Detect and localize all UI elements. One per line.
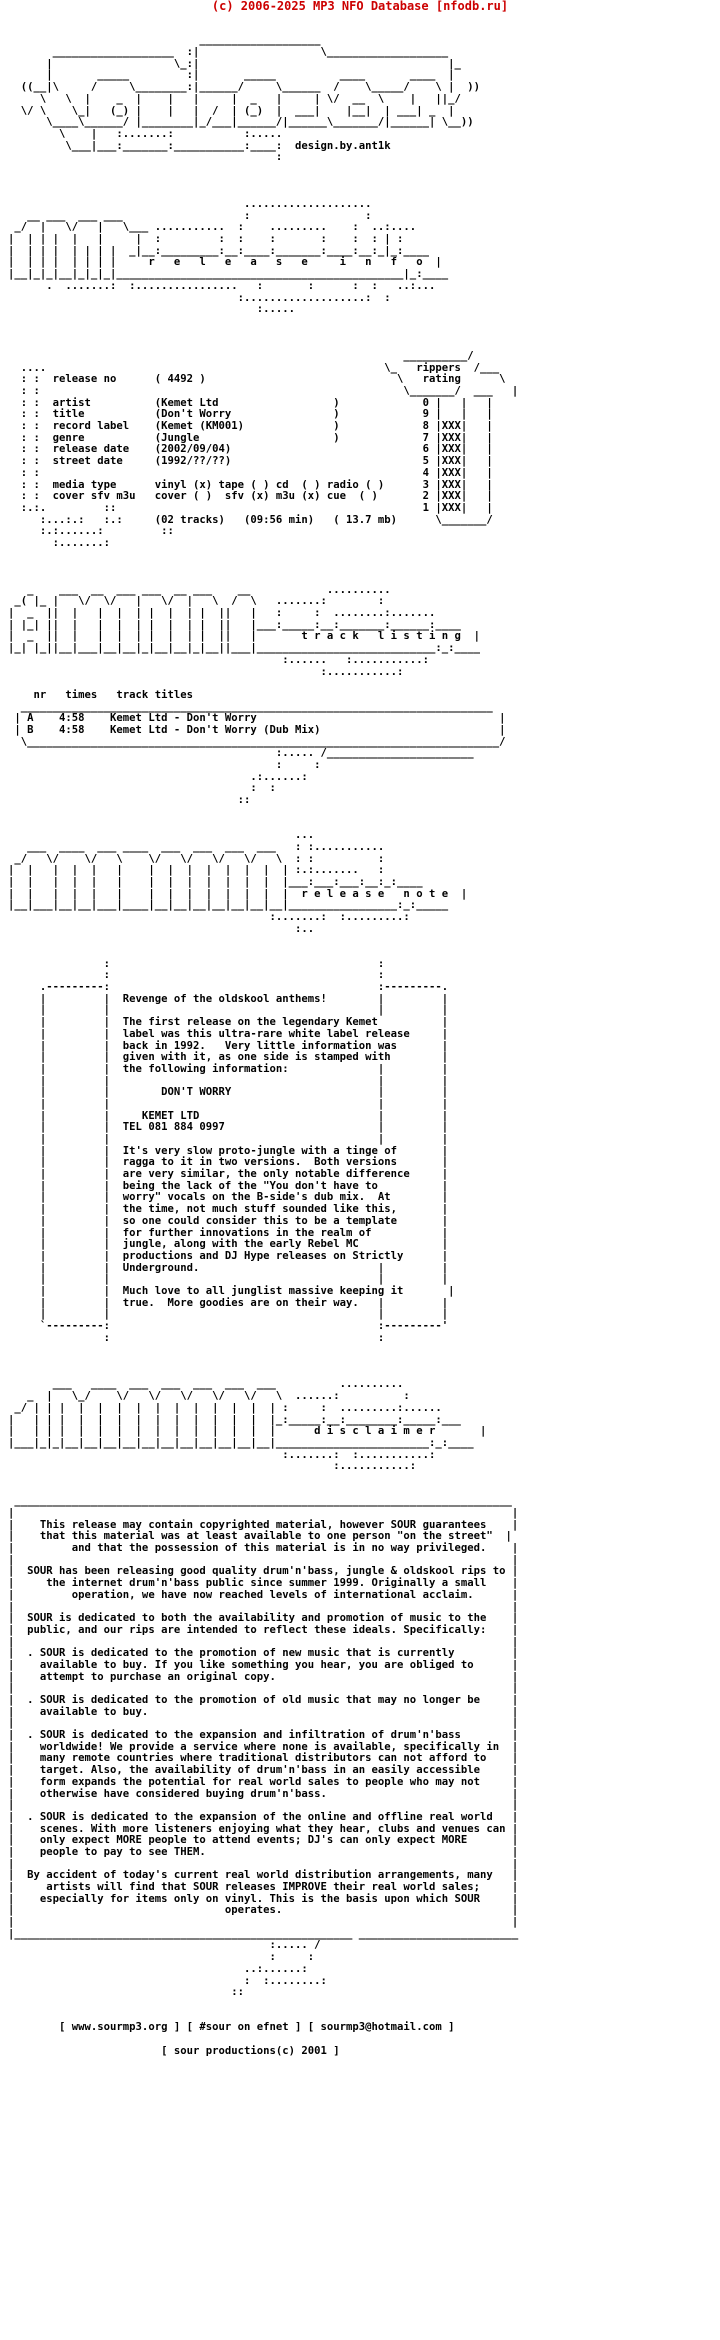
nfo-line: | | [8,1600,519,1613]
nfo-line: :...........: [8,665,404,678]
nfo-line: :: [8,794,251,807]
nfo-line: | | | | [8,1004,449,1017]
nfo-line: | the internet drum'n'bass public since summer 1999. Originally a small | [8,1577,519,1590]
nfo-line: :.......: :...........: [8,1448,436,1461]
nfo-line: |__|___|__|__|___|____|__|__|__|__|__|__|__|_________________:_:_____ [8,899,449,912]
nfo-line: : : title (Don't Worry ) 9 | | | [8,408,493,421]
nfo-line: | operation, we have now reached levels of international acclaim. | [8,1588,519,1601]
nfo-line: :..... / [8,1939,321,1952]
nfo-line: ___ ____ ___ ____ ___ ___ ___ ___ : :........... [8,840,385,853]
nfo-line: .:......: [8,770,308,783]
nfo-line: | otherwise have considered buying drum'n'bass. | [8,1787,519,1800]
nfo-line: | | [8,1916,519,1929]
nfo-line: | A 4:58 Kemet Ltd - Don't Worry | [8,712,506,725]
nfo-line: | | Much love to all junglist massive keeping it | [8,1284,455,1297]
nfo-line: | _ || | | | | | | | | || | : : ........:....... [8,607,436,620]
nfo-line: | available to buy. If you like something you hear, you are obliged to | [8,1658,519,1671]
nfo-line: :.......: :.........: [8,910,410,923]
nfo-line: ..:......: [8,1962,308,1975]
nfo-line: : :........: [8,1974,327,1987]
nfo-line: : : release date (2002/09/04) 6 |XXX| | [8,443,493,456]
nfo-line: | | The first release on the legendary Kemet | [8,1016,449,1029]
nfo-line: | _ || | | | | | | | | || | t r a c k l i s t i n g | [8,630,480,643]
nfo-line: | | for further innovations in the realm of | [8,1226,449,1239]
nfo-line: .................... [8,198,372,210]
nfo-line: : : [8,957,385,970]
nfo-line: |__|_|_|__|_|_|_|_____________________________________________|_:____ [8,268,449,281]
nfo-line: | especially for items only on vinyl. This is the basis upon which SOUR | [8,1892,519,1905]
nfo-line: : : [8,782,276,795]
nfo-line: | operates. | [8,1904,519,1917]
nfo-line: | |_| || | | | | | | | | || |___:_____:__:_______:______:____ [8,618,461,631]
nfo-line: | public, and our rips are intended to reflect these ideals. Specifically: | [8,1623,519,1636]
nfo-line: | . SOUR is dedicated to the expansion of the online and offline real world | [8,1810,519,1823]
nfo-line: :..... /_______________________ [8,747,474,760]
nfo-line: | B 4:58 Kemet Ltd - Don't Worry (Dub Mix) | [8,723,506,736]
nfo-line: | . SOUR is dedicated to the expansion and infiltration of drum'n'bass | [8,1729,519,1742]
nfo-line: | | [8,1717,519,1730]
nfo-line: \__________________________________________________________________________/ [8,735,506,748]
nfo-line: | \_:| |_ [8,57,461,70]
nfodb-copyright-banner: (c) 2006-2025 MP3 NFO Database [nfodb.ru] [211,0,509,13]
nfo-line: :.:......: :: [8,525,174,538]
nfo-line: | | being the lack of the "You don't have to | [8,1179,449,1192]
nfo-line: : : cover sfv m3u cover ( ) sfv (x) m3u (x) cue ( ) 2 |XXX| | [8,490,493,503]
nfo-line: | only expect MORE people to attend events; DJ's can only expect MORE | [8,1834,519,1847]
nfo-line: \____\______/ |________|_/___|______/|______\_______/|______| \__)) [8,116,474,129]
nfo-line: | | worry" vocals on the B-side's dub mix. At | [8,1191,449,1204]
nfo-line: | | | | [8,1273,449,1286]
nfo-line: | | ragga to it in two versions. Both versions | [8,1156,449,1169]
nfo-line: : : genre (Jungle ) 7 |XXX| | [8,431,493,444]
nfo-line: | scenes. With more listeners enjoying what they hear, clubs and venues can | [8,1822,519,1835]
nfo-line: | available to buy. | [8,1705,519,1718]
nfo-line: | | label was this ultra-rare white label release | [8,1027,449,1040]
nfo-line: | By accident of today's current real world distribution arrangements, many | [8,1869,519,1882]
nfo-line: | | | | | | | | r e l e a s e i n f o | [8,256,442,269]
nfo-line: | | | | | | | | | | | | | | r e l e a s e n o t e | [8,887,468,900]
nfo-line: \ \ | _ | | | | _ | | \/ __ \ | ||_/ [8,92,461,105]
nfo-line: :...... :...........: [8,653,429,666]
nfo-line: | | | | | | | : : : : : : : | : [8,233,404,246]
nfo-line: `---------: :---------' [8,1320,449,1332]
nfo-line: | many remote countries where traditional distributors can not afford to | [8,1752,519,1765]
nfo-line: __ ___ ___ ___ : : [8,209,372,222]
nfo-line: [ sour productions(c) 2001 ] [8,2044,340,2057]
nfo-line: __________________________________________________________________________ [8,700,493,713]
nfo-text-body [8,12,518,2081]
nfo-line: ______________________________________________________________________________ [8,1495,512,1508]
nfo-line: \/ \ \_| (_) | | | / | (_) | ___| |__| | ___| _ | [8,104,455,117]
nfo-line: .... \_ rippers /___ [8,361,500,374]
nfo-line: | | It's very slow proto-jungle with a tinge of | [8,1144,449,1157]
nfo-line: | | | | | | | | | | | | | | :.:....... : [8,864,385,877]
nfo-line: :.......: [8,536,111,549]
nfo-line: . .......: :................ : : : : ..:... [8,279,436,292]
nfo-line: | artists will find that SOUR releases IMPROVE their real world sales; | [8,1881,519,1893]
nfo-line: | | so one could consider this to be a template | [8,1214,449,1227]
nfo-line: | | | | [8,1133,449,1145]
nfo-line: [ www.sourmp3.org ] [ #sour on efnet ] [ sourmp3@hotmail.com ] [8,2021,455,2034]
nfo-line: : : release no ( 4492 ) \ rating \ [8,373,506,386]
nfo-line: :: [8,1986,244,1999]
nfo-line: | SOUR has been releasing good quality drum'n'bass, jungle & oldskool rips to | [8,1565,519,1578]
nfo-line: | SOUR is dedicated to both the availability and promotion of music to the | [8,1612,519,1625]
nfo-line: | target. Also, the availability of drum'n'bass in an easily accessible | [8,1764,519,1777]
nfo-line: | | Underground. | | [8,1261,449,1274]
nfo-line: _/ | | | | | | | | | | | | | | : : .........:...... [8,1401,442,1414]
nfo-line: : : [8,1951,315,1964]
nfo-line: .---------: :---------. [8,981,449,994]
nfo-line: |_____________________________________________________ _________________________ [8,1927,519,1940]
nfo-line: :...........: [8,1460,417,1473]
nfo-line: : [8,151,283,164]
nfo-line: | that this material was at least available to one person "on the street" | [8,1530,512,1543]
nfo-line: | | [8,1553,519,1566]
nfo-line: | | [8,1799,519,1812]
nfo-line: | This release may contain copyrighted material, however SOUR guarantees | [8,1518,519,1531]
nfo-line: | | TEL 081 884 0997 | | [8,1121,449,1134]
nfo-line: _( |_ | \/ \/ | \/ | \ / \ .......: : [8,595,385,608]
nfo-line: | and that the possession of this material is in no way privileged. | [8,1542,519,1555]
nfo-line: ___ ____ ___ ___ ___ ___ ___ .......... [8,1378,404,1391]
nfo-line: | | | | | | | | | | | | | |___:___:___:__:_:____ [8,875,423,888]
nfo-line: _ | \_/ \/ \/ \/ \/ \/ \ ......: : [8,1390,410,1403]
nfo-line: : : [8,759,321,771]
nfo-line: | | the following information: | | [8,1062,449,1075]
nfo-line: |_| |_||__|___|__|__|_|__|__|_|__||___|____________________________:_:____ [8,642,480,655]
nfo-line: : : record label (Kemet (KM001) ) 8 |XXX| | [8,420,493,433]
nfo-line: | form expands the potential for real world sales to people who may not | [8,1775,519,1788]
nfo-line: __________/ [8,349,474,362]
nfo-line: : : 4 |XXX| | [8,466,493,479]
nfo-line: | | [8,1635,519,1648]
nfo-line: | | productions and DJ Hype releases on Strictly | [8,1249,449,1262]
nfo-line: | worldwide! We provide a service where none is available, specifically in | [8,1740,519,1753]
nfo-line: | | | | [8,1097,449,1110]
nfo-line: : : media type vinyl (x) tape ( ) cd ( ) radio ( ) 3 |XXX| | [8,478,493,491]
nfo-line: | | DON'T WORRY | | [8,1086,449,1099]
nfo-line: | . SOUR is dedicated to the promotion of old music that may no longer be | [8,1694,519,1706]
nfo-line: _/ \/ \/ \ \/ \/ \/ \/ \ : : : [8,852,385,865]
nfo-line: | | | | | | | | | | | | | | |_:_____:__:________:_____:___ [8,1413,461,1426]
nfo-line: :...................: : [8,291,391,304]
nfo-line: | | Revenge of the oldskool anthems! | | [8,992,449,1005]
nfo-line: | | | | [8,1308,449,1321]
nfo-line: | _____ :| _____ ____ ____ | [8,69,455,82]
nfo-line: | | are very similar, the only notable difference | [8,1168,449,1181]
nfo-line: :...:.: :.: (02 tracks) (09:56 min) ( 13.7 mb) \_______/ [8,513,493,526]
nfo-line: : : street date (1992/??/??) 5 |XXX| | [8,455,493,468]
nfo-line: ___________________ :| \___________________ [8,46,449,59]
nfo-line: \ | :.......: :..... [8,127,423,140]
nfo-line: | | [8,1507,519,1519]
nfo-line: _ ___ __ ___ ___ __ ___ __ .......... [8,583,391,596]
nfo-line: | | | | | | | | | | | | | | | d i s c l a i m e r | [8,1425,487,1438]
nfo-line: :.:. :: 1 |XXX| | [8,501,493,514]
nfo-line: | | true. More goodies are on their way. | | [8,1296,449,1309]
nfo-line: | . SOUR is dedicated to the promotion of new music that is currently | [8,1647,519,1660]
nfo-line: : : artist (Kemet Ltd ) 0 | | | [8,396,493,409]
nfo-line: | | back in 1992. Very little information was | [8,1039,449,1052]
nfo-line: | | jungle, along with the early Rebel MC | [8,1238,449,1251]
nfo-line: | | | | [8,1074,449,1087]
nfo-line: ((__|\ / \________:|______/ \______ / \_____/ \ | )) [8,81,487,94]
nfo-line: |___|_|_|__|__|__|__|__|__|__|__|__|__|__|________________________:_:____ [8,1436,474,1449]
nfo-line: : : \_______/ ___ | [8,385,519,397]
nfo-line: | | [8,1857,519,1870]
nfo-line: | attempt to purchase an original copy. | [8,1670,519,1683]
nfo-line: nr times track titles [8,688,193,701]
nfo-line: | | | | | | | | _|__:_________:__:____:_______:____:__:_|_:____ [8,244,429,257]
nfo-line: | people to pay to see THEM. | [8,1845,519,1858]
nfo-line: | | the time, not much stuff sounded like this, | [8,1203,449,1216]
nfo-line: \___|___:_______:___________:____: design.by.ant1k [8,139,391,152]
nfo-line: :.. [8,922,315,935]
nfo-line: | | KEMET LTD | | [8,1109,449,1122]
nfo-line: : : [8,969,385,982]
nfo-line: ___________________ [8,34,321,47]
nfo-line: ... [8,829,315,842]
nfo-line: | | [8,1682,519,1695]
nfo-line: | | given with it, as one side is stamped with | [8,1051,449,1064]
nfo-line: : : [8,1331,385,1344]
nfo-line: :..... [8,303,296,316]
nfo-line: _/ | \/ | \___ ........... : ......... : ..:.... [8,221,417,234]
